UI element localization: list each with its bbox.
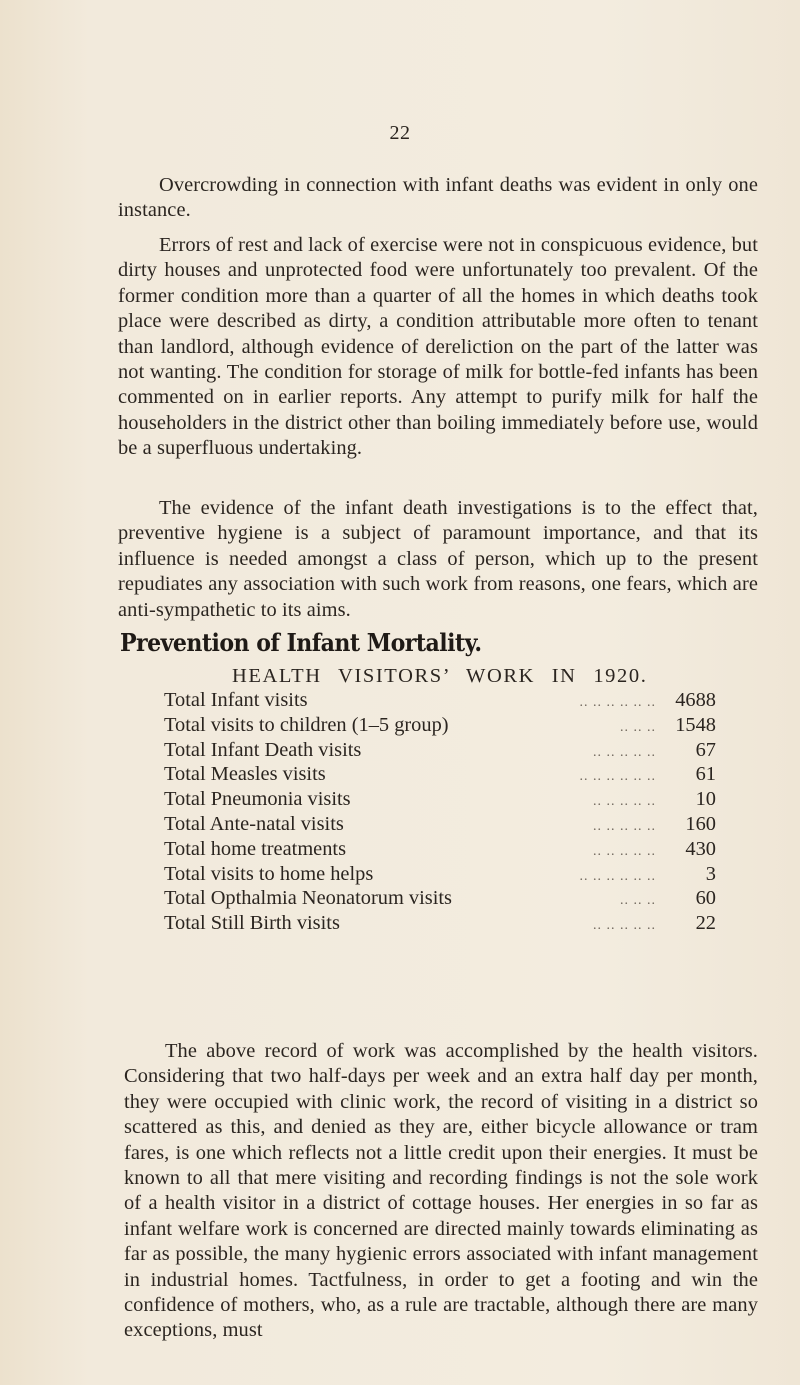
page-number: 22 bbox=[389, 122, 411, 144]
stat-value: 60 bbox=[695, 887, 716, 910]
stat-row bbox=[164, 788, 716, 813]
stat-label: Total Measles visits bbox=[164, 763, 326, 786]
dot-leader: .. .. .. .. .. bbox=[593, 843, 656, 859]
stat-label: Total home treatments bbox=[164, 837, 347, 860]
stat-label: Total Infant visits bbox=[164, 689, 308, 711]
paragraph-overcrowding bbox=[118, 173, 758, 224]
stat-label: Total Opthalmia Neonatorum visits bbox=[164, 887, 452, 910]
stat-row bbox=[164, 813, 716, 838]
dot-leader: .. .. .. .. .. bbox=[593, 794, 656, 810]
stat-value: 3 bbox=[705, 862, 716, 885]
stat-value: 430 bbox=[685, 837, 716, 860]
section-heading: Prevention of Infant Mortality. bbox=[120, 628, 482, 657]
stat-value: 67 bbox=[695, 738, 716, 761]
health-visitors-stats-table bbox=[164, 689, 716, 937]
paragraph-errors-of-rest bbox=[118, 233, 758, 462]
stat-value: 160 bbox=[685, 812, 716, 835]
stat-value: 22 bbox=[695, 912, 716, 935]
paragraph-record-of-work bbox=[124, 1039, 758, 1344]
paragraph-evidence bbox=[118, 496, 758, 623]
stat-label: Total Ante-natal visits bbox=[164, 812, 344, 835]
stat-row bbox=[164, 838, 716, 863]
stat-label: Total visits to home helps bbox=[164, 862, 374, 885]
dot-leader: .. .. .. bbox=[620, 893, 656, 909]
dot-leader: .. .. .. .. .. .. bbox=[579, 868, 656, 884]
paragraph-text: The above record of work was accomplished by the health visitors. Considering that two half-days per week and an extra half day per month, they were occupied with clinic work, the record of visiting in a district so scattered as this, and denied as they are, either bicycle allowance or tram fares, is one which reflects not a little credit upon their energies. It must be known to all that mere visiting and recording findings is not the sole work of a health visitor in a district of cottage houses. Her energies in so far as infant welfare work is concerned are directed mainly towards eliminating as far as possible, the many hygienic errors associated with infant management in industrial homes. Tactfulness, in order to get a footing and win the confidence of mothers, who, as a rule are tractable, although there are many exceptions, must bbox=[124, 1040, 758, 1342]
paragraph-text: Overcrowding in connection with infant deaths was evident in only one instance. bbox=[118, 174, 758, 222]
stat-row bbox=[164, 887, 716, 912]
stat-row bbox=[164, 739, 716, 764]
dot-leader: .. .. .. .. .. .. bbox=[579, 695, 656, 710]
stat-value: 61 bbox=[695, 763, 716, 786]
stat-row bbox=[164, 689, 716, 714]
stat-row bbox=[164, 912, 716, 937]
stat-label: Total Still Birth visits bbox=[164, 912, 340, 935]
paragraph-text: Errors of rest and lack of exercise were not in conspicuous evidence, but dirty houses and unprotected food were unfortunately too prevalent. Of the former condition more than a quarter of all the homes in which deaths took place were described as dirty, a condition attributable more often to tenant than landlord, although evidence of dereliction on the part of the latter was not wanting. The condition for storage of milk for bottle-fed infants has been commented on in earlier reports. Any attempt to purify milk for half the householders in the district other than boiling immediately before use, would be a superfluous undertaking. bbox=[118, 234, 758, 460]
dot-leader: .. .. .. .. .. .. bbox=[579, 769, 656, 785]
dot-leader: .. .. .. .. .. bbox=[593, 744, 656, 760]
dot-leader: .. .. .. .. .. bbox=[593, 818, 656, 834]
dot-leader: .. .. .. .. .. bbox=[593, 918, 656, 934]
stat-value: 10 bbox=[695, 788, 716, 811]
section-subheading: HEALTH VISITORS’ WORK IN 1920. bbox=[232, 665, 648, 687]
stat-label: Total visits to children (1–5 group) bbox=[164, 713, 449, 736]
dot-leader: .. .. .. bbox=[620, 719, 656, 735]
stat-row bbox=[164, 863, 716, 888]
stat-label: Total Infant Death visits bbox=[164, 738, 362, 761]
paragraph-text: The evidence of the infant death investigations is to the effect that, preventive hygiene is a subject of paramount importance, and that its influence is needed amongst a class of person, which up to the present repudiates any association with such work from reasons, one fears, which are anti-sympathetic to its aims. bbox=[118, 497, 758, 621]
stat-value: 1548 bbox=[675, 713, 716, 736]
stat-label: Total Pneumonia visits bbox=[164, 788, 351, 811]
stat-row bbox=[164, 763, 716, 788]
stat-value: 4688 bbox=[675, 689, 716, 711]
stat-row bbox=[164, 714, 716, 739]
